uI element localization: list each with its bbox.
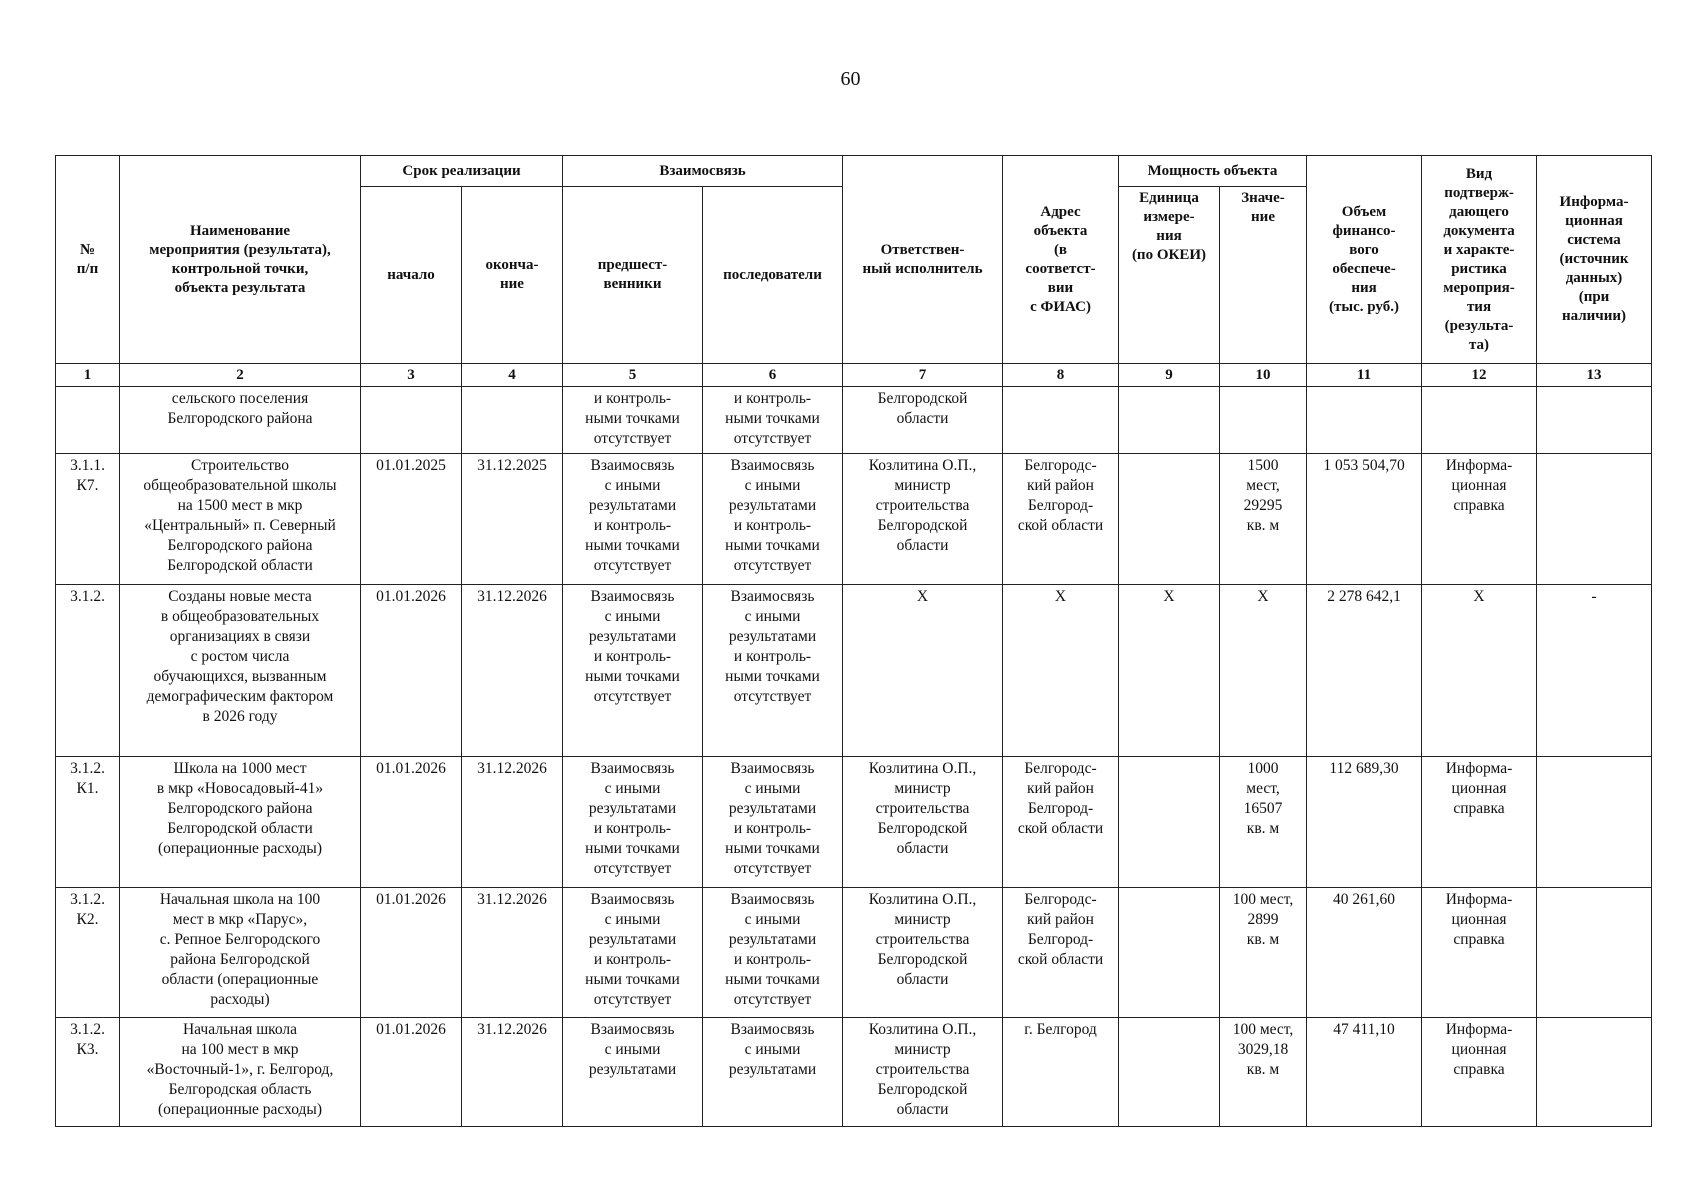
cell-address: г. Белгород xyxy=(1003,1018,1119,1127)
header-capacity-group: Мощность объекта xyxy=(1119,156,1307,187)
cell-start: 01.01.2026 xyxy=(361,1018,462,1127)
cell-unit xyxy=(1119,454,1220,585)
cell-finance: 2 278 642,1 xyxy=(1307,584,1422,756)
header-successors: последователи xyxy=(703,187,843,364)
header-value: Значе- ние xyxy=(1220,187,1307,364)
cell-info xyxy=(1537,454,1652,585)
cell-start: 01.01.2026 xyxy=(361,887,462,1018)
column-number: 10 xyxy=(1220,364,1307,387)
cell-no: 3.1.2. xyxy=(56,584,120,756)
cell-doc xyxy=(1422,387,1537,454)
cell-end xyxy=(462,387,563,454)
cell-end: 31.12.2026 xyxy=(462,887,563,1018)
cell-no xyxy=(56,387,120,454)
cell-predecessors: Взаимосвязь с иными результатами xyxy=(563,1018,703,1127)
cell-successors: и контроль- ными точками отсутствует xyxy=(703,387,843,454)
header-end: оконча- ние xyxy=(462,187,563,364)
cell-info: - xyxy=(1537,584,1652,756)
cell-finance xyxy=(1307,387,1422,454)
cell-info xyxy=(1537,756,1652,887)
header-no: № п/п xyxy=(56,156,120,364)
cell-finance: 112 689,30 xyxy=(1307,756,1422,887)
cell-successors: Взаимосвязь с иными результатами и контроль- ными точками отсутствует xyxy=(703,887,843,1018)
column-number: 3 xyxy=(361,364,462,387)
column-number: 7 xyxy=(843,364,1003,387)
column-number: 6 xyxy=(703,364,843,387)
cell-unit xyxy=(1119,887,1220,1018)
cell-responsible: Козлитина О.П., министр строительства Белгородской области xyxy=(843,887,1003,1018)
column-number: 1 xyxy=(56,364,120,387)
column-number: 8 xyxy=(1003,364,1119,387)
table-row xyxy=(56,454,1652,585)
column-number: 4 xyxy=(462,364,563,387)
header-finance: Объем финансо- вого обеспече- ния (тыс. руб.) xyxy=(1307,156,1422,364)
cell-end: 31.12.2026 xyxy=(462,584,563,756)
cell-predecessors: Взаимосвязь с иными результатами и контроль- ными точками отсутствует xyxy=(563,454,703,585)
cell-no: 3.1.2. К2. xyxy=(56,887,120,1018)
column-number: 2 xyxy=(120,364,361,387)
cell-end: 31.12.2025 xyxy=(462,454,563,585)
cell-unit xyxy=(1119,1018,1220,1127)
cell-value: 1000 мест, 16507 кв. м xyxy=(1220,756,1307,887)
cell-doc: Информа- ционная справка xyxy=(1422,1018,1537,1127)
cell-name: Школа на 1000 мест в мкр «Новосадовый-41» Белгородского района Белгородской области (операционные расходы) xyxy=(120,756,361,887)
cell-value: X xyxy=(1220,584,1307,756)
cell-doc: Информа- ционная справка xyxy=(1422,756,1537,887)
table-row xyxy=(56,387,1652,454)
cell-value: 100 мест, 2899 кв. м xyxy=(1220,887,1307,1018)
cell-name: Начальная школа на 100 мест в мкр «Восточный-1», г. Белгород, Белгородская область (операционные расходы) xyxy=(120,1018,361,1127)
cell-info xyxy=(1537,1018,1652,1127)
header-link-group: Взаимосвязь xyxy=(563,156,843,187)
cell-finance: 40 261,60 xyxy=(1307,887,1422,1018)
cell-successors: Взаимосвязь с иными результатами и контроль- ными точками отсутствует xyxy=(703,454,843,585)
cell-predecessors: и контроль- ными точками отсутствует xyxy=(563,387,703,454)
header-period-group: Срок реализации xyxy=(361,156,563,187)
column-number: 13 xyxy=(1537,364,1652,387)
cell-responsible: X xyxy=(843,584,1003,756)
cell-successors: Взаимосвязь с иными результатами и контроль- ными точками отсутствует xyxy=(703,584,843,756)
page-number: 60 xyxy=(840,68,861,90)
cell-address: Белгородс- кий район Белгород- ской области xyxy=(1003,454,1119,585)
cell-successors: Взаимосвязь с иными результатами xyxy=(703,1018,843,1127)
cell-responsible: Белгородской области xyxy=(843,387,1003,454)
cell-address: Белгородс- кий район Белгород- ской области xyxy=(1003,887,1119,1018)
cell-end: 31.12.2026 xyxy=(462,1018,563,1127)
cell-no: 3.1.2. К3. xyxy=(56,1018,120,1127)
cell-end: 31.12.2026 xyxy=(462,756,563,887)
cell-value xyxy=(1220,387,1307,454)
header-name: Наименование мероприятия (результата), контрольной точки, объекта результата xyxy=(120,156,361,364)
column-number: 9 xyxy=(1119,364,1220,387)
cell-start: 01.01.2026 xyxy=(361,756,462,887)
cell-predecessors: Взаимосвязь с иными результатами и контроль- ными точками отсутствует xyxy=(563,584,703,756)
cell-predecessors: Взаимосвязь с иными результатами и контроль- ными точками отсутствует xyxy=(563,756,703,887)
table-row xyxy=(56,887,1652,1018)
cell-no: 3.1.2. К1. xyxy=(56,756,120,887)
cell-address xyxy=(1003,387,1119,454)
cell-unit xyxy=(1119,387,1220,454)
cell-name: сельского поселения Белгородского района xyxy=(120,387,361,454)
header-responsible: Ответствен- ный исполнитель xyxy=(843,156,1003,364)
cell-name: Начальная школа на 100 мест в мкр «Парус», с. Репное Белгородского района Белгородской области (операционные расходы) xyxy=(120,887,361,1018)
cell-finance: 1 053 504,70 xyxy=(1307,454,1422,585)
header-unit: Единица измере- ния (по ОКЕИ) xyxy=(1119,187,1220,364)
header-start: начало xyxy=(361,187,462,364)
cell-start: 01.01.2025 xyxy=(361,454,462,585)
cell-info xyxy=(1537,887,1652,1018)
table-row xyxy=(56,1018,1652,1127)
cell-finance: 47 411,10 xyxy=(1307,1018,1422,1127)
cell-name: Созданы новые места в общеобразовательных организациях в связи с ростом числа обучающихся, вызванным демографическим фактором в 2026 году xyxy=(120,584,361,756)
results-table xyxy=(55,155,1652,1127)
cell-address: Белгородс- кий район Белгород- ской области xyxy=(1003,756,1119,887)
cell-address: X xyxy=(1003,584,1119,756)
table-row xyxy=(56,584,1652,756)
cell-responsible: Козлитина О.П., министр строительства Белгородской области xyxy=(843,1018,1003,1127)
cell-unit xyxy=(1119,756,1220,887)
cell-name: Строительство общеобразовательной школы на 1500 мест в мкр «Центральный» п. Северный Белгородского района Белгородской области xyxy=(120,454,361,585)
column-number: 12 xyxy=(1422,364,1537,387)
header-info-system: Информа- ционная система (источник данных) (при наличии) xyxy=(1537,156,1652,364)
cell-doc: Информа- ционная справка xyxy=(1422,454,1537,585)
cell-info xyxy=(1537,387,1652,454)
cell-start: 01.01.2026 xyxy=(361,584,462,756)
header-doc-type: Вид подтверж- дающего документа и характе- ристика мероприя- тия (результа- та) xyxy=(1422,156,1537,364)
column-number: 5 xyxy=(563,364,703,387)
header-predecessors: предшест- венники xyxy=(563,187,703,364)
header-address: Адрес объекта (в соответст- вии с ФИАС) xyxy=(1003,156,1119,364)
cell-successors: Взаимосвязь с иными результатами и контроль- ными точками отсутствует xyxy=(703,756,843,887)
cell-no: 3.1.1. К7. xyxy=(56,454,120,585)
table-row xyxy=(56,756,1652,887)
cell-value: 100 мест, 3029,18 кв. м xyxy=(1220,1018,1307,1127)
cell-doc: Информа- ционная справка xyxy=(1422,887,1537,1018)
column-number: 11 xyxy=(1307,364,1422,387)
cell-responsible: Козлитина О.П., министр строительства Белгородской области xyxy=(843,454,1003,585)
cell-responsible: Козлитина О.П., министр строительства Белгородской области xyxy=(843,756,1003,887)
cell-value: 1500 мест, 29295 кв. м xyxy=(1220,454,1307,585)
cell-predecessors: Взаимосвязь с иными результатами и контроль- ными точками отсутствует xyxy=(563,887,703,1018)
cell-doc: X xyxy=(1422,584,1537,756)
cell-start xyxy=(361,387,462,454)
cell-unit: X xyxy=(1119,584,1220,756)
